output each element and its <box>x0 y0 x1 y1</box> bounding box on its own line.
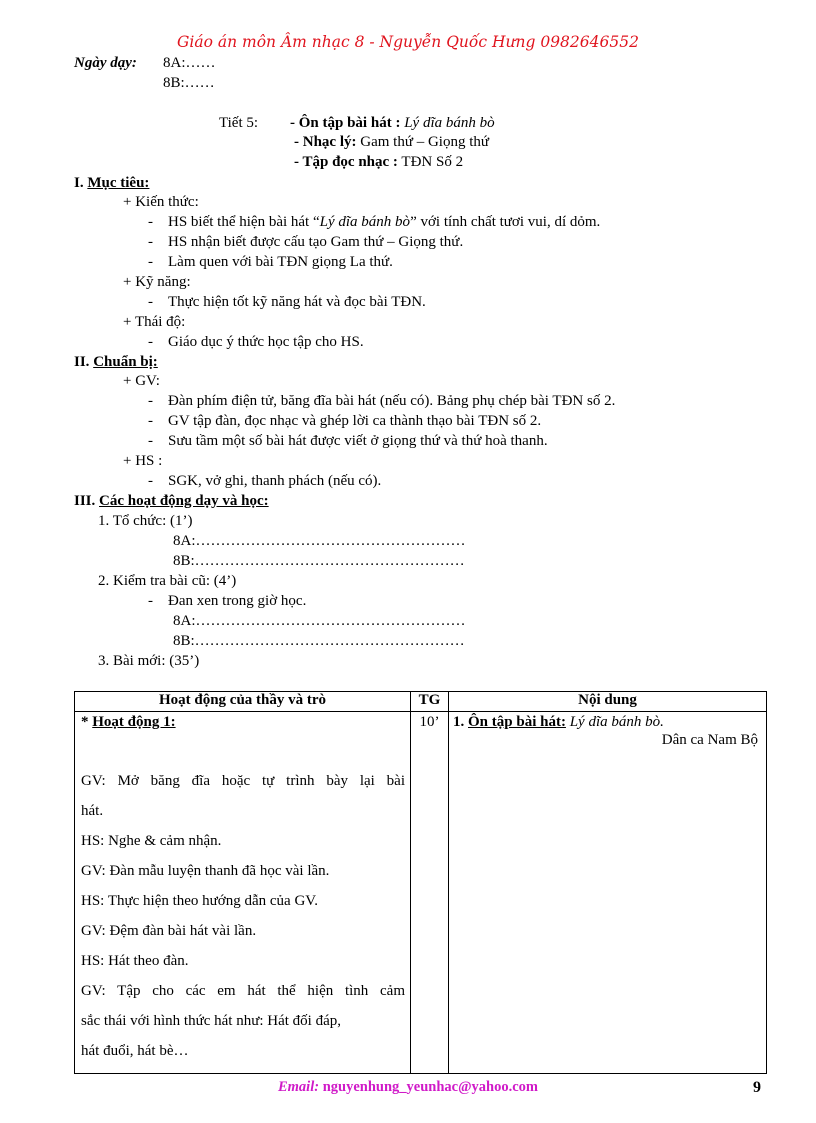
gv-item-1: - Đàn phím điện tử, băng đĩa bài hát (nếu có). Bảng phụ chép bài TĐN số 2. <box>148 393 616 409</box>
kiem-tra-sub-text: Đan xen trong giờ học. <box>168 593 307 609</box>
lesson-line-3-prefix: - Tập đọc nhạc : <box>294 154 398 170</box>
lesson-line-2-prefix: - Nhạc lý: <box>294 134 357 150</box>
gv-item-1-text: Đàn phím điện tử, băng đĩa bài hát (nếu có). Bảng phụ chép bài TĐN số 2. <box>168 393 616 409</box>
kiem-tra-8a: 8A:……………………………………………… <box>173 613 466 629</box>
ngay-day-label: Ngày dạy: <box>74 55 137 71</box>
section-2-title: Chuẩn bị: <box>93 354 158 370</box>
lesson-line-2 <box>294 134 489 151</box>
lesson-line-3-text: TĐN Số 2 <box>397 154 464 170</box>
bai-moi-item: 3. Bài mới: (35’) <box>98 653 200 669</box>
td-item: - Giáo dục ý thức học tập cho HS. <box>148 334 364 350</box>
activity-line-6: GV: Đệm đàn bài hát vài lần. <box>81 923 257 939</box>
content-song: Lý dĩa bánh bò. <box>565 714 664 730</box>
gv-item-2: - GV tập đàn, đọc nhạc và ghép lời ca thành thạo bài TĐN số 2. <box>148 413 542 429</box>
section-3-num: III. <box>74 493 96 509</box>
section-1-num: I. <box>74 175 84 191</box>
lesson-line-1-prefix: - Ôn tập bài hát : <box>290 115 405 131</box>
activity-line-8: GV: Tập cho các em hát thể hiện tình cảm <box>81 983 405 999</box>
activity-table <box>74 691 767 1074</box>
tg-value: 10’ <box>419 714 440 730</box>
activity-title-text: Hoạt động 1: <box>92 714 176 730</box>
ngay-day-8a: 8A:…… <box>163 55 216 71</box>
kt-item-1-post: ” với tính chất tươi vui, dí dỏm. <box>410 214 601 230</box>
kt-item-1-pre: HS biết thể hiện bài hát “ <box>168 214 320 230</box>
kiem-tra-8b: 8B:……………………………………………… <box>173 633 465 649</box>
kiem-tra-item: 2. Kiểm tra bài cũ: (4’) <box>98 573 237 589</box>
kn-item: - Thực hiện tốt kỹ năng hát và đọc bài TĐN. <box>148 294 426 310</box>
lesson-line-3 <box>294 154 463 171</box>
ngay-day-8b: 8B:…… <box>163 75 215 91</box>
section-2-heading <box>74 354 158 371</box>
ky-nang-label: + Kỹ năng: <box>123 274 191 290</box>
to-chuc-8a: 8A:……………………………………………… <box>173 533 466 549</box>
header-hoat-dong: Hoạt động của thầy và trò <box>75 692 411 712</box>
kt-item-2: - HS nhận biết được cấu tạo Gam thứ – Giọng thứ. <box>148 234 464 250</box>
content-title-text: Ôn tập bài hát: <box>468 714 566 730</box>
lesson-line-1 <box>290 115 495 132</box>
gv-item-2-text: GV tập đàn, đọc nhạc và ghép lời ca thành thạo bài TĐN số 2. <box>168 413 542 429</box>
activity-line-1: GV: Mở băng đĩa hoặc tự trình bày lại bài <box>81 773 405 789</box>
tiet-label: Tiết 5: <box>219 115 259 131</box>
td-item-text: Giáo dục ý thức học tập cho HS. <box>168 334 364 350</box>
to-chuc-8b: 8B:……………………………………………… <box>173 553 465 569</box>
kt-item-1-song: Lý dĩa bánh bò <box>319 214 411 230</box>
activity-line-5: HS: Thực hiện theo hướng dẫn của GV. <box>81 893 318 909</box>
header-noi-dung: Nội dung <box>449 692 767 712</box>
activity-line-10: hát đuổi, hát bè… <box>81 1043 189 1059</box>
lesson-song-title: Lý dĩa bánh bò <box>404 115 495 131</box>
hs-item-text: SGK, vở ghi, thanh phách (nếu có). <box>168 473 382 489</box>
tg-cell <box>411 712 449 1074</box>
content-cell <box>449 712 767 1074</box>
activity-cell <box>75 712 411 1074</box>
kiem-tra-sub: - Đan xen trong giờ học. <box>148 593 307 609</box>
header-tg: TG <box>411 692 449 712</box>
page-number: 9 <box>753 1079 761 1096</box>
content-title <box>449 712 766 731</box>
kt-item-3-text: Làm quen với bài TĐN giọng La thứ. <box>168 254 393 270</box>
gv-item-3-text: Sưu tầm một số bài hát được viết ở giọng thứ và thứ hoà thanh. <box>168 433 548 449</box>
footer-email-address[interactable]: nguyenhung_yeunhac@yahoo.com <box>319 1079 539 1095</box>
hs-label: + HS : <box>123 453 163 469</box>
document-header: Giáo án môn Âm nhạc 8 - Nguyễn Quốc Hưng 0982646552 <box>177 33 639 51</box>
activity-line-9: sắc thái với hình thức hát như: Hát đối đáp, <box>81 1013 341 1029</box>
section-3-heading <box>74 493 269 510</box>
gv-item-3: - Sưu tầm một số bài hát được viết ở giọng thứ và thứ hoà thanh. <box>148 433 548 449</box>
activity-title-prefix: * <box>81 714 93 730</box>
to-chuc-item: 1. Tổ chức: (1’) <box>98 513 193 529</box>
activity-line-4: GV: Đàn mẫu luyện thanh đã học vài lần. <box>81 863 330 879</box>
kt-item-3: - Làm quen với bài TĐN giọng La thứ. <box>148 254 393 270</box>
activity-title <box>81 714 176 731</box>
section-1-title: Mục tiêu: <box>87 175 150 191</box>
kien-thuc-label: + Kiến thức: <box>123 194 199 210</box>
section-2-num: II. <box>74 354 90 370</box>
thai-do-label: + Thái độ: <box>123 314 186 330</box>
footer-email-label: Email: <box>277 1079 320 1095</box>
lesson-line-2-text: Gam thứ – Giọng thứ <box>356 134 490 150</box>
content-num: 1. <box>453 714 468 730</box>
section-1-heading <box>74 175 149 192</box>
hs-item: - SGK, vở ghi, thanh phách (nếu có). <box>148 473 382 489</box>
kt-item-2-text: HS nhận biết được cấu tạo Gam thứ – Giọng thứ. <box>168 234 464 250</box>
table-header-row <box>75 692 767 712</box>
footer-email <box>0 1079 816 1096</box>
gv-label: + GV: <box>123 373 160 389</box>
section-3-title: Các hoạt động dạy và học: <box>99 493 269 509</box>
activity-line-3: HS: Nghe & cảm nhận. <box>81 833 222 849</box>
kn-item-text: Thực hiện tốt kỹ năng hát và đọc bài TĐN. <box>168 294 426 310</box>
table-row <box>75 712 767 1074</box>
content-origin: Dân ca Nam Bộ <box>661 732 758 748</box>
kt-item-1: - HS biết thể hiện bài hát “Lý dĩa bánh bò” với tính chất tươi vui, dí dỏm. <box>148 214 601 230</box>
activity-line-2: hát. <box>81 803 104 819</box>
activity-line-7: HS: Hát theo đàn. <box>81 953 189 969</box>
